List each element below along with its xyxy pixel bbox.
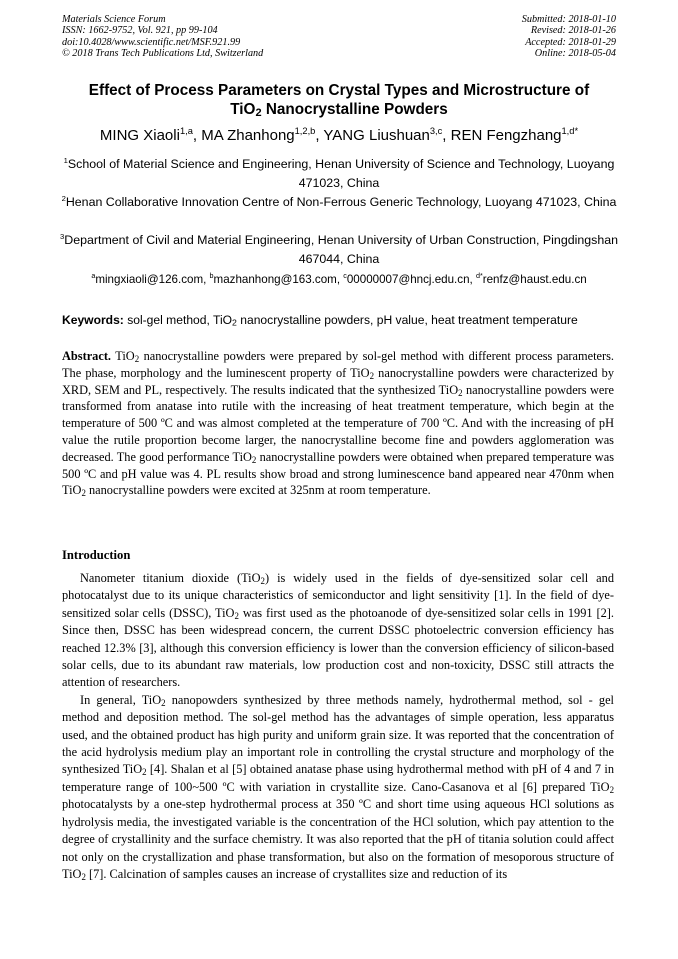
- title-subscript: 2: [255, 107, 262, 120]
- abstract: [62, 348, 614, 499]
- author: REN Fengzhang$^{1,d*}$: [450, 126, 579, 144]
- author: MA Zhanhong$^{1,2,b}$,: [201, 126, 324, 144]
- issn-line: ISSN: 1662-9752, Vol. 921, pp 99-104: [62, 25, 218, 37]
- affiliation-1: $^1$School of Material Science and Engineering, Henan University of Science and Technology, Luoyang 471023, China: [63, 155, 615, 190]
- introduction-body: [62, 570, 614, 883]
- introduction-heading: Introduction: [62, 548, 131, 562]
- affiliation-3: $^3$Department of Civil and Material Engineering, Henan University of Urban Construction, Pingdingshan 467044, China: [59, 231, 619, 266]
- email: mazhanhong@163.com,: [213, 273, 344, 286]
- date-info: [522, 14, 616, 60]
- paragraph: In general, TiO$_2$ nanopowders synthesized by three methods namely, hydrothermal method, sol - gel method and deposition method. The sol-gel method has the advantages of simple operation, less apparatus used, and the obtained product has high purity and uniform grain size. It was reported that the concentration of the acid hydrolysis medium play an important role in controlling the crystal structure and morphology of the synthesized TiO$_2$ [4]. Shalan et al [5] obtained anatase phase using hydrothermal method with pH of 4 and 7 in temperature range of 100~500 ºC with variation in crystallite size. Cano-Casanova et al [6] prepared TiO$_2$ photocatalysts by a one-step hydrothermal process at 350 ºC and short time using aqueous HCl solutions as hydrolysis media, the investigated variable is the concentration of the HCl solution, which pay attention to the degree of crystallinity and the surface chemistry. It was also reported that the pH of titania solution could affect not only on the crystallization and phase transformation, but also on the formation of mesoporous structure of TiO$_2$ [7]. Calcination of samples causes an increase of crystallites size and reduction of its: [62, 692, 615, 882]
- email: mingxiaoli@126.com,: [95, 273, 210, 286]
- email-list: $^a$mingxiaoli@126.com, $^b$mazhanhong@163.com, $^c$00000007@hncj.edu.cn, $^{d*}$renfz@haust.edu.cn: [91, 271, 587, 286]
- author-list: [20, 126, 658, 146]
- abstract-body: TiO$_2$ nanocrystalline powders were prepared by sol-gel method with different process parameters. The phase, morphology and the luminescent property of TiO$_2$ nanocrystalline powders were characterized by XRD, SEM and PL, respectively. The results indicated that the synthesized TiO$_2$ nanocrystalline powders were transformed from anatase into rutile with the increasing of heat treatment temperature, which begin at the temperature of 500 ºC and was almost completed at the temperature of 700 ºC. And with the increasing of pH value the rutile proportion become larger, the nanocrystalline become fine and powders agglomeration was decreased. The good performance TiO$_2$ nanocrystalline powders were obtained when prepared temperature was 500 ºC and pH value was 4. PL results show broad and strong luminescence band appeared near 470nm when TiO$_2$ nanocrystalline powders were excited at 325nm at room temperature.: [62, 349, 614, 499]
- title-rest: Nanocrystalline Powders: [261, 101, 448, 118]
- accepted-date: Accepted: 2018-01-29: [525, 36, 616, 48]
- title-formula: TiO: [230, 101, 256, 118]
- affiliation-2: $^2$Henan Collaborative Innovation Centre of Non-Ferrous Generic Technology, Luoyang 471023, China: [61, 193, 617, 209]
- revised-date: Revised: 2018-01-26: [530, 25, 616, 37]
- author: YANG Liushuan$^{3,c}$,: [323, 126, 451, 144]
- keywords-label: Keywords:: [62, 313, 124, 327]
- submitted-date: Submitted: 2018-01-10: [521, 14, 616, 25]
- author: MING Xiaoli$^{1,a}$,: [99, 126, 202, 144]
- journal-info: [62, 14, 263, 60]
- journal-name: Materials Science Forum: [62, 14, 166, 25]
- title-line-2: [40, 100, 638, 119]
- title-line-1: Effect of Process Parameters on Crystal Types and Microstructure of: [88, 82, 590, 99]
- paper-title: [40, 81, 638, 119]
- abstract-label: Abstract.: [62, 349, 112, 363]
- copyright-line: © 2018 Trans Tech Publications Ltd, Switzerland: [62, 48, 264, 60]
- online-date: Online: 2018-05-04: [534, 48, 616, 60]
- paragraph: Nanometer titanium dioxide (TiO$_2$) is widely used in the fields of dye-sensitized solar cell and photocatalyst due to its unique characteristics of semiconductor and light sensitivity [1]. In the field of dye-sensitized solar cells (DSSC), TiO$_2$ was first used as the photoanode of dye-sensitized solar cells in 1991 [2]. Since then, DSSC has been widespread concern, the current DSSC photoelectric conversion efficiency has reached 12.3% [3], although this conversion efficiency is lower than the conversion efficiency of silicon-based solar cells, due to its abundant raw materials, low production cost and non-toxicity, DSSC still attracts the attention of researchers.: [62, 571, 614, 690]
- email: 00000007@hncj.edu.cn,: [346, 273, 476, 286]
- email: renfz@haust.edu.cn: [482, 273, 587, 286]
- doi-line: doi:10.4028/www.scientific.net/MSF.921.99: [62, 36, 241, 48]
- keywords: Keywords: sol-gel method, TiO$_2$ nanocrystalline powders, pH value, heat treatment temperature: [62, 313, 578, 328]
